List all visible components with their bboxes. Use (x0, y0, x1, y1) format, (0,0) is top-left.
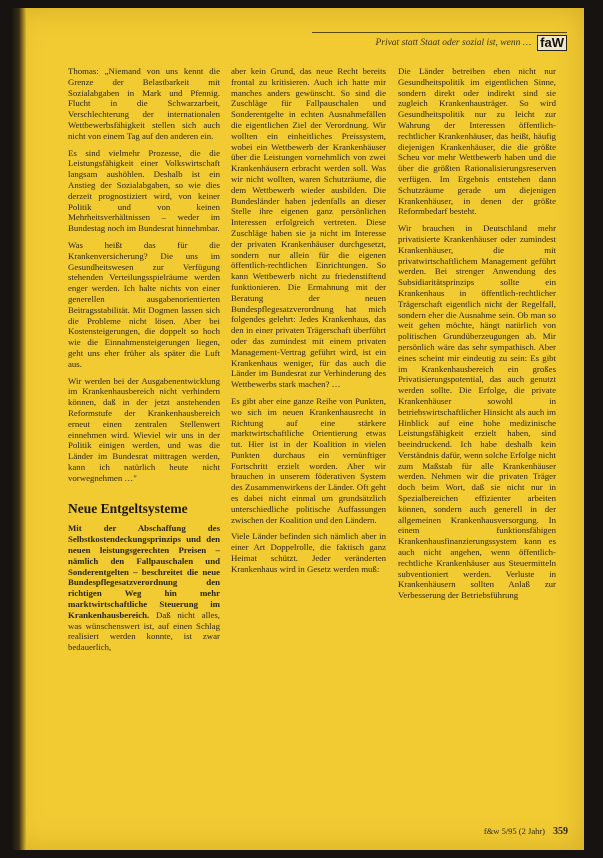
paragraph: Es gibt aber eine ganze Reihe von Punkten, wo sich im neuen Krankenhausrecht in Richtung auf eine stärkere marktwirtschaftliche Orientierung etwas tut. Hier ist in der Koalition in vielen Punkten durchaus ein vernünftiger Fortschritt erzielt worden. Aber wir brauchen in unserem föderativen System des Zusammenwirkens der Länder. Oft geht es dabei nicht einmal um grundsätzlich unterschiedliche politische Auffassungen zwischen der Koalition und den Ländern. (231, 395, 386, 525)
paragraph: Thomas: „Niemand von uns kennt die Grenze der Belastbarkeit mit Sozialabgaben in Mark und Pfennig. Flucht in die Schwarzarbeit, Verschlechterung der internationalen Wettbewerbsfähigkeit stellen sich auch nicht von einem Tag auf den anderen ein. (68, 66, 220, 141)
paragraph: Viele Länder befinden sich nämlich aber in einer Art Doppelrolle, die faktisch ganz Heimat schützt. Jeder veränderten Krankenhaus wird in Gesetz werden muß: (231, 531, 386, 574)
paragraph: aber kein Grund, das neue Recht bereits frontal zu kritisieren. Auch ich hatte mir manches anders gewünscht. So sind die Zuschläge für Fallpauschalen und Sonderentgelte in echten Ausnahmefällen die eigentlichen Ziel der Verordnung. Wir wollten ein einheitliches Preissystem, wobei ein Wettbewerb der Krankenhäuser über die Leistungen vornehmlich von zwei Krankenhäusern erbracht werden soll. Was wir nicht wollten, waren Schutzräume, die dem Wettbewerb wieder ausbilden. Die Bundesländer haben jedenfalls an dieser Stelle ihre eigenen ganz persönlichen Interessen erfolgreich vertreten. Diese Zuschläge haben sie ja nicht im Interesse der privaten Krankenhäuser durchgesetzt, sondern nur allein für die eigenen öffentlich-rechtlichen Einrichtungen. So kann Wettbewerb nicht zu friedenstiftend funktionieren. Die Ermahnung mit der Beratung der neuen Bundespflegesatzverordnung hat mich folgendes gelehrt: Jedes Krankenhaus, das den in einer privaten Trägerschaft überführt oder das zumindest mit einem privaten Management-Vertrag geführt wird, ist ein Krankenhaus weniger, für das auch die Länder im Bundesrat zur Verhinderung des Wettbewerbs stark machen? … (231, 66, 386, 390)
section-subheading: Neue Entgeltsysteme (68, 501, 188, 517)
lead-text: Mit der Abschaffung des Selbstkostendeckungsprinzips und den neuen leistungsgerechten Preisen – nämlich den Fallpauschalen und Sonderentgelten – beschreitet die neue Bundespflegesatzverordnung den richtigen Weg hin mehr marktwirtschaftliche Steuerung im Krankenhausbereich. (68, 523, 220, 620)
lead-paragraph (68, 523, 220, 653)
magazine-page (12, 8, 584, 850)
text-column-2 (231, 66, 386, 581)
page-footer (452, 826, 568, 837)
page-header (312, 32, 567, 53)
running-title: Privat statt Staat oder sozial ist, wenn … (375, 38, 532, 48)
page-number: 359 (553, 826, 568, 837)
issue-info: f&w 5/95 (2 Jahr) (483, 826, 545, 836)
journal-logo: faW (537, 35, 567, 51)
paragraph: Die Länder betreiben eben nicht nur Gesundheitspolitik im eigentlichen Sinne, sondern direkt oder indirekt sind sie zugleich Krankenhausträger. So wird Gesundheitspolitik nur zu leicht zur Wahrung der Interessen öffentlich-rechtlicher Krankenhäuser, das heißt, häufig diejenigen Krankenhäuser, die die größte Scheu vor mehr Wettbewerb haben und die über die größten Rationalisierungsreserven verfügen. Im Ergebnis entstehen dann Schutzräume gerade um diejenigen Krankenhäuser, in denen der größte Reformbedarf besteht. (398, 66, 556, 217)
paragraph: Wir brauchen in Deutschland mehr privatisierte Krankenhäuser oder zumindest Krankenhäuser, die mit privatwirtschaftlichem Management geführt werden. Bei strenger Anwendung des Subsidiaritätsprinzips sollte ein Krankenhaus in öffentlich-rechtlicher Trägerschaft eigentlich nicht der Regelfall, sondern eher die Ausnahme sein. Ob man so weit gehen möchte, hängt natürlich von politischen Grundüberzeugungen ab. Mir persönlich wäre das sehr sympathisch. Aber eines scheint mir eindeutig zu sein: Es gibt im Krankenhausbereich ein großes Privatisierungspotential, das auch genutzt werden sollte. Die Erfolge, die private Krankenhäuser sowohl in betriebswirtschaftlicher Hinsicht als auch im Hinblick auf eine hohe medizinische Leistungsfähigkeit erzielt haben, sind beeindruckend. Ich habe deshalb kein Verständnis dafür, wenn solche Erfolge nicht zum Maßstab für alle Krankenhäuser werden. Nehmen wir die privaten Träger doch beim Wort, daß sie nicht nur in Spezialbereichen effizienter arbeiten können, sondern auch generell in der allgemeinen Krankenhausversorgung. In einem funktionsfähigen Krankenhausfinanzierungssystem kann es auch nicht angehen, wenn öffentlich-rechtliche Krankenhäuser aus Steuermitteln subventioniert werden. Verluste in Krankenhäusern sollten Anlaß zur Verbesserung der Betriebsführung (398, 223, 556, 601)
text-column-1 (68, 66, 220, 659)
text-column-3 (398, 66, 556, 607)
page-binding-shadow (12, 8, 26, 850)
paragraph: Wir werden bei der Ausgabenentwicklung im Krankenhausbereich nicht verhindern können, daß in der jetzt anstehenden Reformstufe der Krankenhausbereich erneut einen zentralen Stellenwert einnehmen wird. Wieviel wir uns in der Politik einigen werden, und was die Länder im Bundesrat mittragen werden, kann ich natürlich heute nicht vorwegnehmen …" (68, 375, 220, 483)
lead-continuation: Daß nicht alles, was wünschenswert ist, auf einen Schlag realisiert werden konnte, ist zwar bedauerlich, (68, 609, 220, 653)
paragraph: Es sind vielmehr Prozesse, die die Leistungsfähigkeit einer Volkswirtschaft langsam aushöhlen. Deshalb ist ein Anstieg der Sozialabgaben, so wie dies derzeit prognostiziert wird, von keiner Politik und von keinen Mehrheitsverhältnissen – weder im Bundestag noch im Bundesrat hinnehmbar. (68, 147, 220, 234)
paragraph: Was heißt das für die Krankenversicherung? Die uns im Gesundheitswesen zur Verfügung stehenden Verteilungsspielräume werden enger werden. Ich halte nichts von einer generellen ausgabenorientierten Beitragsstabilität. Mit Dogmen lassen sich die Probleme nicht lösen. Aber bei Kostensteigerungen, die doppelt so hoch wie die Einnahmensteigerungen liegen, geht uns eher früher als später die Luft aus. (68, 239, 220, 369)
